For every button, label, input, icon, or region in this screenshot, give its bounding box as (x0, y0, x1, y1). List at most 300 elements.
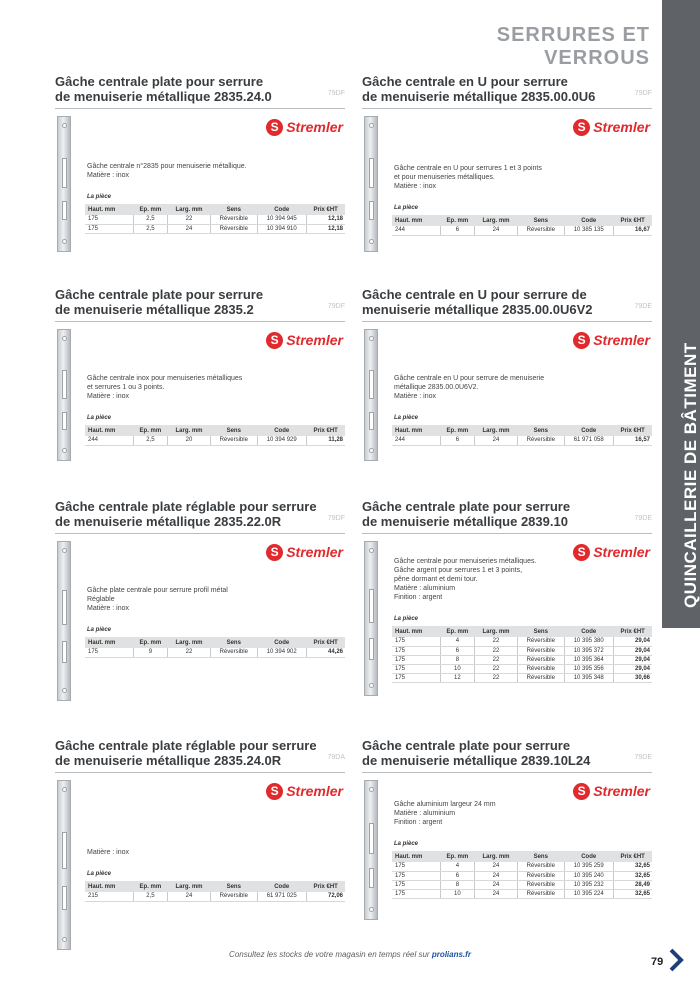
brand-name: Stremler (286, 544, 343, 560)
footer (0, 950, 700, 959)
table-header-cell: Sens (517, 851, 564, 862)
product-description-line: Gâche centrale n°2835 pour menuiserie métallique. (87, 163, 247, 170)
table-row (392, 862, 652, 871)
table-cell: 175 (392, 655, 440, 664)
table-cell: 24 (475, 436, 518, 445)
brand-mark: S (266, 544, 283, 561)
screw-hole (62, 239, 67, 244)
table-cell: 8 (440, 880, 474, 889)
table-cell: 10 (440, 664, 474, 673)
price-table (392, 851, 652, 899)
screw-hole (62, 787, 67, 792)
table-cell: Réversible (517, 646, 564, 655)
screw-hole (62, 688, 67, 693)
table-cell: 175 (85, 215, 133, 224)
table-cell: 175 (85, 648, 133, 657)
product-title-line: Gâche centrale plate réglable pour serrure (55, 499, 317, 514)
table-cell: 6 (440, 646, 474, 655)
brand-name: Stremler (286, 783, 343, 799)
price-table (85, 881, 345, 902)
table-cell: 10 395 372 (564, 646, 613, 655)
table-row (392, 880, 652, 889)
table-cell: 28,49 (613, 880, 652, 889)
product-page-id: 79DE (634, 754, 652, 761)
price-table (392, 215, 652, 236)
table-cell: 11,28 (306, 436, 345, 445)
table-cell: 10 395 380 (564, 637, 613, 646)
table-cell: 10 (440, 889, 474, 898)
bolt-slot (369, 868, 374, 888)
table-cell: 22 (475, 673, 518, 682)
table-header-cell: Larg. mm (475, 626, 518, 637)
product-title-line: menuiserie métallique 2835.00.0U6V2 (362, 302, 593, 317)
strike-plate-image (364, 116, 378, 252)
table-cell: 9 (133, 648, 167, 657)
brand-mark: S (573, 544, 590, 561)
unit-label: La pièce (394, 841, 419, 847)
table-header-cell: Ep. mm (133, 425, 167, 436)
stremler-logo (266, 331, 343, 349)
table-header-cell: Code (257, 425, 306, 436)
table-cell: 22 (475, 637, 518, 646)
table-cell: Réversible (517, 880, 564, 889)
latch-slot (369, 370, 374, 399)
screw-hole (369, 907, 374, 912)
table-cell: 2,5 (133, 224, 167, 233)
product-page-id: 79DA (327, 754, 345, 761)
table-header-cell: Code (564, 851, 613, 862)
title-divider (55, 772, 345, 773)
table-cell: 6 (440, 871, 474, 880)
brand-mark: S (266, 332, 283, 349)
product-page-id: 79DF (327, 90, 345, 97)
bolt-slot (369, 412, 374, 430)
table-cell: 215 (85, 892, 133, 901)
table-header-cell: Code (564, 425, 613, 436)
table-header-row (85, 425, 345, 436)
screw-hole (369, 448, 374, 453)
table-header-cell: Sens (210, 881, 257, 892)
bolt-slot (62, 412, 67, 430)
table-cell: 16,67 (613, 226, 652, 235)
table-cell: Réversible (517, 637, 564, 646)
strike-plate-image (364, 780, 378, 920)
latch-slot (62, 832, 67, 869)
footer-link[interactable]: prolians.fr (431, 950, 471, 959)
table-cell: 175 (392, 637, 440, 646)
product-page-id: 79DF (327, 515, 345, 522)
product-description-line: Matière : inox (87, 393, 130, 400)
product-card (362, 74, 652, 274)
table-cell: 24 (475, 862, 518, 871)
table-cell: 10 395 348 (564, 673, 613, 682)
bolt-slot (62, 201, 67, 220)
price-table (85, 204, 345, 234)
product-title (362, 74, 652, 104)
table-row (85, 892, 345, 901)
brand-name: Stremler (286, 332, 343, 348)
table-cell: 10 394 945 (257, 215, 306, 224)
table-header-cell: Ep. mm (133, 204, 167, 215)
table-cell: 12,18 (306, 224, 345, 233)
product-title (55, 74, 345, 104)
table-cell: 22 (475, 655, 518, 664)
table-row (85, 224, 345, 233)
screw-hole (369, 683, 374, 688)
table-cell: 10 395 356 (564, 664, 613, 673)
stremler-logo (266, 782, 343, 800)
table-header-cell: Haut. mm (85, 637, 133, 648)
table-header-row (85, 881, 345, 892)
table-header-cell: Sens (517, 215, 564, 226)
table-cell: 175 (85, 224, 133, 233)
table-cell: Réversible (210, 892, 257, 901)
product-title-line: Gâche centrale plate pour serrure (362, 738, 571, 753)
table-cell: 24 (475, 880, 518, 889)
table-cell: 244 (392, 226, 440, 235)
table-header-cell: Ep. mm (440, 626, 474, 637)
product-description (394, 374, 544, 401)
table-row (85, 648, 345, 657)
table-header-cell: Prix €HT (613, 215, 652, 226)
bolt-slot (62, 886, 67, 910)
product-description-line: Gâche centrale en U pour serrures 1 et 3 points (394, 165, 542, 172)
table-header-cell: Larg. mm (168, 204, 211, 215)
table-cell: Réversible (210, 215, 257, 224)
product-description-line: Réglable (87, 596, 115, 603)
table-row (85, 215, 345, 224)
table-header-cell: Prix €HT (613, 626, 652, 637)
brand-mark: S (573, 783, 590, 800)
table-cell: 2,5 (133, 436, 167, 445)
table-cell: 175 (392, 871, 440, 880)
table-cell: 10 395 224 (564, 889, 613, 898)
table-cell: Réversible (517, 664, 564, 673)
product-title (362, 738, 652, 768)
product-description-line: Finition : argent (394, 819, 443, 826)
table-cell: 10 394 902 (257, 648, 306, 657)
brand-mark: S (573, 332, 590, 349)
table-header-cell: Code (564, 626, 613, 637)
stremler-logo (266, 543, 343, 561)
product-description-line: Matière : inox (394, 183, 437, 190)
table-header-cell: Sens (210, 425, 257, 436)
table-cell: 29,04 (613, 646, 652, 655)
side-tab-label: QUINCAILLERIE DE BÂTIMENT (681, 342, 700, 608)
product-page-id: 79DE (634, 303, 652, 310)
table-cell: Réversible (210, 648, 257, 657)
title-divider (362, 533, 652, 534)
product-title-line: de menuiserie métallique 2839.10 (362, 514, 568, 529)
table-header-cell: Haut. mm (85, 881, 133, 892)
product-description-line: Finition : argent (394, 594, 443, 601)
brand-mark: S (266, 783, 283, 800)
product-description-line: Matière : inox (394, 393, 437, 400)
stremler-logo (573, 118, 650, 136)
table-cell: 29,04 (613, 664, 652, 673)
table-cell: 24 (475, 226, 518, 235)
product-page-id: 79DF (634, 90, 652, 97)
product-description-line: Gâche centrale en U pour serrure de menuiserie (394, 375, 545, 382)
table-cell: 2,5 (133, 215, 167, 224)
table-header-cell: Sens (517, 626, 564, 637)
footer-text: Consultez les stocks de votre magasin en temps réel sur (229, 950, 432, 959)
table-cell: Réversible (517, 655, 564, 664)
table-header-cell: Larg. mm (168, 881, 211, 892)
table-header-cell: Code (257, 881, 306, 892)
table-cell: 29,04 (613, 637, 652, 646)
strike-plate-image (57, 541, 71, 701)
table-cell: 61 971 058 (564, 436, 613, 445)
unit-label: La pièce (394, 415, 419, 421)
stremler-logo (573, 543, 650, 561)
product-description (87, 848, 129, 857)
table-cell: Réversible (517, 673, 564, 682)
title-divider (55, 533, 345, 534)
product-page-id: 79DE (634, 515, 652, 522)
table-header-cell: Prix €HT (306, 204, 345, 215)
unit-label: La pièce (87, 871, 112, 877)
strike-plate-image (57, 329, 71, 461)
table-cell: 12,18 (306, 215, 345, 224)
product-card (362, 499, 652, 699)
screw-hole (62, 336, 67, 341)
strike-plate-image (364, 329, 378, 461)
product-description (87, 162, 247, 180)
title-divider (362, 321, 652, 322)
product-description (394, 164, 542, 191)
screw-hole (62, 123, 67, 128)
table-header-cell: Haut. mm (392, 425, 440, 436)
product-card (55, 738, 345, 938)
product-description (394, 557, 536, 602)
screw-hole (369, 548, 374, 553)
title-divider (55, 321, 345, 322)
table-cell: 24 (168, 892, 211, 901)
product-description-line: métallique 2835.00.0U6V2. (394, 384, 479, 391)
table-header-cell: Larg. mm (475, 215, 518, 226)
product-card (362, 738, 652, 938)
brand-name: Stremler (286, 119, 343, 135)
screw-hole (369, 123, 374, 128)
table-header-cell: Haut. mm (392, 851, 440, 862)
table-row (392, 673, 652, 682)
table-cell: 72,06 (306, 892, 345, 901)
table-cell: 244 (85, 436, 133, 445)
latch-slot (369, 823, 374, 854)
table-row (85, 436, 345, 445)
product-description (394, 800, 496, 827)
latch-slot (369, 589, 374, 623)
table-cell: 4 (440, 862, 474, 871)
table-header-cell: Sens (210, 637, 257, 648)
table-header-cell: Larg. mm (168, 637, 211, 648)
table-cell: 29,04 (613, 655, 652, 664)
latch-slot (62, 158, 67, 188)
table-header-cell: Haut. mm (392, 626, 440, 637)
product-title-line: de menuiserie métallique 2835.00.0U6 (362, 89, 596, 104)
table-header-cell: Sens (517, 425, 564, 436)
table-header-cell: Larg. mm (475, 851, 518, 862)
product-title (55, 499, 345, 529)
table-header-cell: Haut. mm (85, 425, 133, 436)
table-header-row (392, 626, 652, 637)
table-header-cell: Code (257, 204, 306, 215)
stremler-logo (573, 331, 650, 349)
product-description (87, 374, 242, 401)
table-cell: Réversible (210, 224, 257, 233)
unit-label: La pièce (87, 627, 112, 633)
table-cell: 175 (392, 880, 440, 889)
table-cell: 22 (168, 648, 211, 657)
product-description-line: et serrures 1 ou 3 points. (87, 384, 165, 391)
latch-slot (62, 370, 67, 399)
screw-hole (369, 336, 374, 341)
latch-slot (369, 158, 374, 188)
product-title-line: Gâche centrale plate réglable pour serrure (55, 738, 317, 753)
table-cell: 24 (475, 871, 518, 880)
side-tab (662, 0, 700, 992)
price-table (392, 626, 652, 683)
product-card (55, 499, 345, 699)
product-title (55, 738, 345, 768)
table-header-cell: Larg. mm (475, 425, 518, 436)
page-number: 79 (651, 956, 664, 968)
table-header-cell: Larg. mm (168, 425, 211, 436)
product-description-line: et pour menuiseries métalliques. (394, 174, 495, 181)
table-cell: 175 (392, 646, 440, 655)
title-divider (362, 108, 652, 109)
table-cell: 22 (475, 646, 518, 655)
stremler-logo (573, 782, 650, 800)
table-cell: 12 (440, 673, 474, 682)
table-header-cell: Haut. mm (392, 215, 440, 226)
brand-mark: S (266, 119, 283, 136)
table-cell: 4 (440, 637, 474, 646)
table-cell: 16,57 (613, 436, 652, 445)
table-cell: Réversible (210, 436, 257, 445)
unit-label: La pièce (394, 205, 419, 211)
table-row (392, 871, 652, 880)
table-cell: 10 395 232 (564, 880, 613, 889)
product-description-line: Gâche plate centrale pour serrure profil métal (87, 587, 228, 594)
screw-hole (62, 937, 67, 942)
table-row (392, 664, 652, 673)
table-cell: 24 (168, 224, 211, 233)
table-cell: Réversible (517, 889, 564, 898)
screw-hole (369, 239, 374, 244)
table-cell: 175 (392, 673, 440, 682)
table-cell: 32,65 (613, 871, 652, 880)
product-description-line: Matière : aluminium (394, 585, 456, 592)
product-title-line: Gâche centrale plate pour serrure (55, 287, 264, 302)
table-cell: 10 395 240 (564, 871, 613, 880)
product-title-line: de menuiserie métallique 2835.22.0R (55, 514, 282, 529)
product-title-line: de menuiserie métallique 2835.2 (55, 302, 254, 317)
product-description-line: Matière : inox (87, 172, 130, 179)
product-description-line: Matière : inox (87, 849, 130, 856)
product-page-id: 79DF (327, 303, 345, 310)
table-cell: Réversible (517, 226, 564, 235)
product-description-line: pêne dormant et demi tour. (394, 576, 478, 583)
latch-slot (62, 590, 67, 625)
page-header: SERRURES ET VERROUS (496, 24, 650, 69)
table-header-cell: Prix €HT (306, 637, 345, 648)
product-title (362, 287, 652, 317)
screw-hole (369, 787, 374, 792)
table-cell: 175 (392, 889, 440, 898)
table-row (392, 436, 652, 445)
table-cell: 30,66 (613, 673, 652, 682)
product-title-line: de menuiserie métallique 2835.24.0 (55, 89, 272, 104)
price-table (85, 637, 345, 658)
table-cell: 20 (168, 436, 211, 445)
product-description-line: Matière : inox (87, 605, 130, 612)
table-row (392, 226, 652, 235)
table-row (392, 637, 652, 646)
bolt-slot (369, 201, 374, 220)
product-card (362, 287, 652, 487)
table-cell: 32,65 (613, 889, 652, 898)
table-cell: Réversible (517, 862, 564, 871)
price-table (85, 425, 345, 446)
product-title (362, 499, 652, 529)
table-header-row (392, 215, 652, 226)
table-cell: 8 (440, 655, 474, 664)
table-cell: 10 394 929 (257, 436, 306, 445)
strike-plate-image (57, 116, 71, 252)
price-table (392, 425, 652, 446)
product-card (55, 74, 345, 274)
title-divider (55, 108, 345, 109)
table-cell: Réversible (517, 871, 564, 880)
bolt-slot (62, 641, 67, 663)
table-header-cell: Ep. mm (440, 215, 474, 226)
table-cell: 10 385 135 (564, 226, 613, 235)
product-title-line: de menuiserie métallique 2835.24.0R (55, 753, 282, 768)
table-cell: 6 (440, 436, 474, 445)
brand-name: Stremler (593, 119, 650, 135)
table-header-cell: Prix €HT (306, 425, 345, 436)
product-title (55, 287, 345, 317)
table-cell: 175 (392, 664, 440, 673)
table-cell: 22 (475, 664, 518, 673)
table-cell: 10 395 364 (564, 655, 613, 664)
table-row (392, 646, 652, 655)
table-cell: Réversible (517, 436, 564, 445)
stremler-logo (266, 118, 343, 136)
product-description (87, 586, 228, 613)
next-page-arrow-icon[interactable] (668, 948, 684, 972)
table-cell: 32,65 (613, 862, 652, 871)
product-description-line: Gâche aluminium largeur 24 mm (394, 801, 496, 808)
table-header-row (392, 851, 652, 862)
product-title-line: de menuiserie métallique 2839.10L24 (362, 753, 591, 768)
screw-hole (62, 548, 67, 553)
product-description-line: Matière : aluminium (394, 810, 456, 817)
brand-name: Stremler (593, 544, 650, 560)
table-cell: 10 395 259 (564, 862, 613, 871)
table-cell: 22 (168, 215, 211, 224)
product-title-line: Gâche centrale plate pour serrure (55, 74, 264, 89)
table-header-row (85, 637, 345, 648)
brand-name: Stremler (593, 332, 650, 348)
table-header-cell: Prix €HT (613, 851, 652, 862)
product-card (55, 287, 345, 487)
table-cell: 10 394 910 (257, 224, 306, 233)
brand-mark: S (573, 119, 590, 136)
table-row (392, 655, 652, 664)
